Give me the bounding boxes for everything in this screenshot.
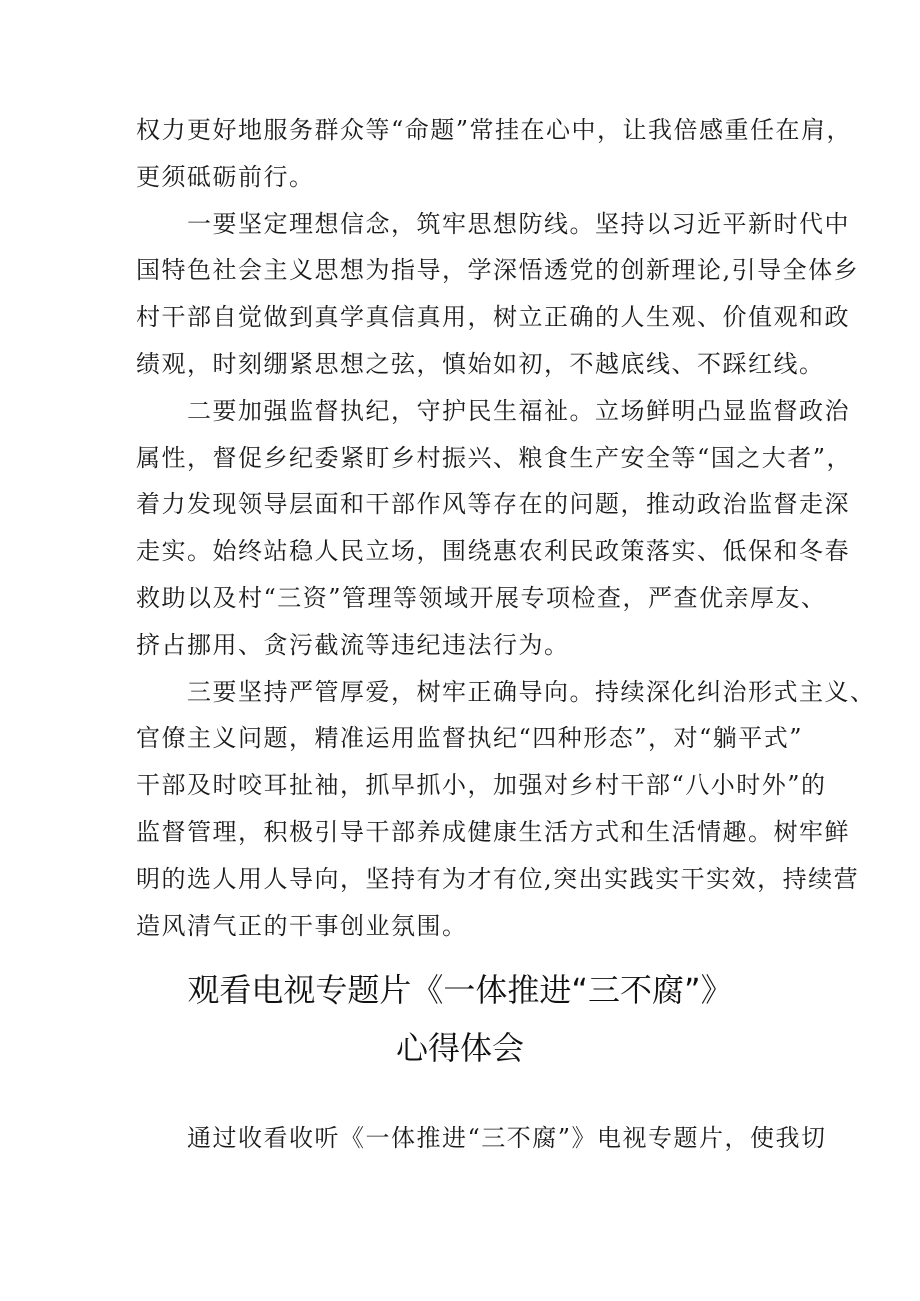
text-line: 二要加强监督执纪，守护民生福祉。立场鲜明凸显监督政治 [136,396,850,425]
article-title-line-1: 观看电视专题片《一体推进“三不腐”》 [187,971,733,1009]
text-line: 造风清气正的干事创业氛围。 [136,911,468,940]
text-line: 官僚主义问题，精准运用监督执纪“四种形态”，对“躺平式” [136,724,804,753]
text-line: 监督管理，积极引导干部养成健康生活方式和生活情趣。树牢鲜 [136,818,850,846]
text-line: 救助以及村“三资”管理等领域开展专项检查，严查优亲厚友、 [136,584,827,612]
text-line: 村干部自觉做到真学真信真用，树立正确的人生观、价值观和政 [136,303,850,332]
text-line: 一要坚定理想信念，筑牢思想防线。坚持以习近平新时代中 [136,209,850,238]
text-line: 明的选人用人导向，坚持有为才有位,突出实践实干实效，持续营 [136,864,860,893]
text-line: 更须砥砺前行。 [136,162,315,191]
text-line: 属性，督促乡纪委紧盯乡村振兴、粮食生产安全等“国之大者”， [136,443,853,472]
text-line: 干部及时咬耳扯袖，抓早抓小，加强对乡村干部“八小时外”的 [136,771,827,800]
text-line: 通过收看收听《一体推进“三不腐”》电视专题片，使我切 [136,1124,827,1152]
text-line: 走实。始终站稳人民立场，围绕惠农利民政策落实、低保和冬春 [136,537,850,566]
text-line: 国特色社会主义思想为指导，学深悟透党的创新理论,引导全体乡 [136,256,860,285]
text-line: 三要坚持严管厚爱，树牢正确导向。持续深化纠治形式主义、 [136,677,876,706]
article-title-line-2: 心得体会 [395,1029,524,1067]
text-line: 权力更好地服务群众等“命题”常挂在心中，让我倍感重任在肩， [136,116,853,144]
text-line: 绩观，时刻绷紧思想之弦，慎始如初，不越底线、不踩红线。 [136,350,825,378]
text-line: 挤占挪用、贪污截流等违纪违法行为。 [136,630,570,659]
text-line: 着力发现领导层面和干部作风等存在的问题，推动政治监督走深 [136,490,850,519]
